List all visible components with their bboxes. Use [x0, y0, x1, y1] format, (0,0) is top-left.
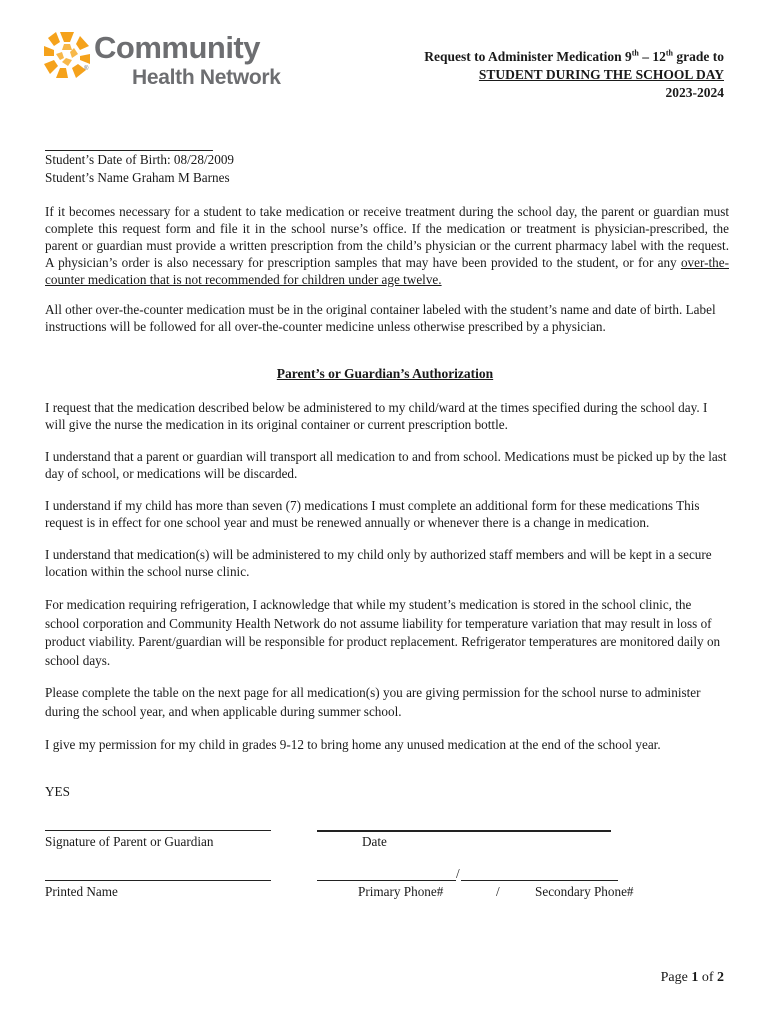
- date-label: Date: [362, 834, 387, 849]
- auth-paragraph-4: I understand that medication(s) will be administered to my child only by authorized staff members and will be kept in a secure location within the school nurse clinic.: [45, 547, 712, 579]
- signature-label: Signature of Parent or Guardian: [45, 834, 214, 849]
- otc-underlined-text: over-the-counter medication that is not recommended for children under age twelve.: [45, 255, 729, 287]
- permission-answer: YES: [45, 784, 70, 799]
- secondary-phone-label: Secondary Phone#: [535, 884, 634, 899]
- auth-paragraph-7: I give my permission for my child in grades 9-12 to bring home any unused medication at the end of the school year.: [45, 737, 661, 752]
- title-year: 2023-2024: [665, 85, 724, 100]
- title-line-1: Request to Administer Medication 9th – 12th grade to: [424, 48, 724, 64]
- date-line[interactable]: [317, 830, 611, 832]
- primary-phone-line[interactable]: [317, 880, 456, 881]
- intro-paragraph-2: All other over-the-counter medication must be in the original container labeled with the student’s name and date of birth. Label instructions will be followed for all over-the-counter medicine unless otherwise prescribed by a physician.: [45, 302, 716, 334]
- auth-paragraph-6: Please complete the table on the next page for all medication(s) you are giving permission for the school nurse to administer during the school year, and when applicable during summer school.: [45, 685, 701, 719]
- phone-separator: /: [496, 884, 500, 899]
- printed-name-line[interactable]: [45, 880, 271, 881]
- community-health-network-logo: [42, 26, 292, 92]
- logo-mark-icon: [42, 30, 92, 80]
- signature-line[interactable]: [45, 830, 271, 831]
- intro-paragraph-1: If it becomes necessary for a student to take medication or receive treatment during the school day, the parent or guardian must complete this request form and file it in the school nurse’s office. If the medication or treatment is physician-prescribed, the parent or guardian must provide a written prescription from the child’s physician or the current pharmacy label with the request. A physician’s order is also necessary for prescription samples that may have been provided to the student, or for any over-the-counter medication that is not recommended for children under age twelve.: [45, 204, 729, 287]
- primary-phone-label: Primary Phone#: [358, 884, 444, 899]
- authorization-heading: Parent’s or Guardian’s Authorization: [276, 366, 494, 381]
- printed-name-label: Printed Name: [45, 884, 118, 899]
- auth-paragraph-1: I request that the medication described below be administered to my child/ward at the times specified during the school day. I will give the nurse the medication in its original container or current prescription bottle.: [45, 400, 708, 432]
- logo-word-community: Community: [94, 30, 260, 65]
- auth-paragraph-5: For medication requiring refrigeration, I acknowledge that while my student’s medication is stored in the school clinic, the school corporation and Community Health Network do not assume liability for temperature variation that may result in loss of product viability. Parent/guardian will be responsible for product replacement. Refrigerator temperatures are monitored daily on school days.: [45, 597, 721, 668]
- student-dob: Student’s Date of Birth: 08/28/2009: [45, 152, 235, 167]
- logo-trademark: ®: [84, 66, 89, 72]
- logo-word-health-network: Health Network: [132, 66, 281, 89]
- auth-paragraph-3: I understand if my child has more than seven (7) medications I must complete an additional form for these medications This request is in effect for one school year and must be renewed annually or whenever there is a change in medication.: [45, 498, 700, 530]
- phone-divider-slash: /: [456, 866, 460, 881]
- secondary-phone-line[interactable]: [461, 880, 618, 881]
- auth-paragraph-2: I understand that a parent or guardian will transport all medication to and from school. Medications must be picked up by the last day of school, or medications will be discarded.: [45, 449, 727, 481]
- page-number: Page 1 of 2: [660, 970, 724, 985]
- title-line-2: STUDENT DURING THE SCHOOL DAY: [478, 67, 724, 82]
- student-name: Student’s Name Graham M Barnes: [45, 170, 230, 185]
- form-title: [424, 48, 724, 102]
